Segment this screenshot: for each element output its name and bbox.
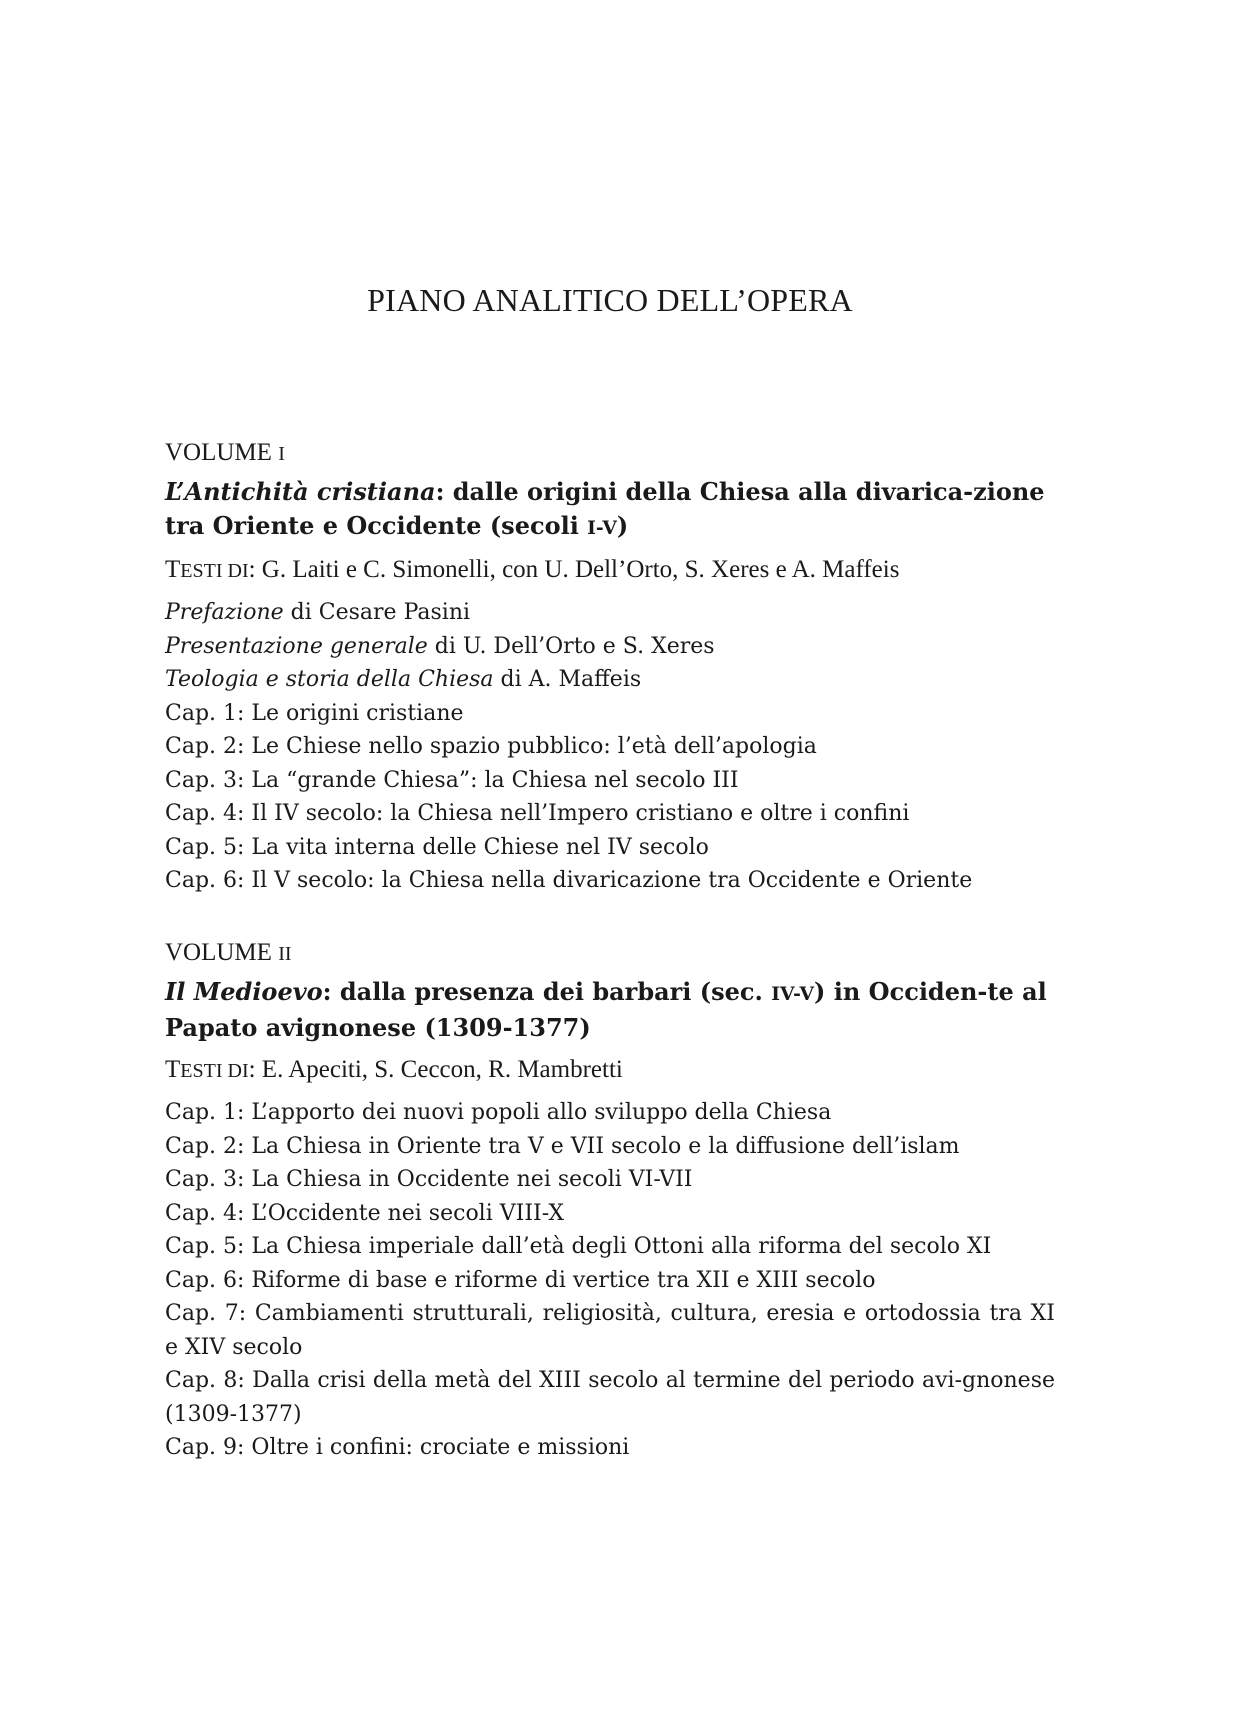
front-matter-title: Prefazione	[165, 600, 284, 625]
chapter-item: Cap. 1: L’apporto dei nuovi popoli allo sviluppo della Chiesa	[165, 1100, 832, 1125]
volume-authors	[165, 1053, 1055, 1088]
chapter-item: Cap. 4: L’Occidente nei secoli VIII-X	[165, 1200, 565, 1226]
front-matter-title: Presentazione generale	[165, 633, 428, 659]
authors-names: : G. Laiti e C. Simonelli, con U. Dell’Orto, S. Xeres e A. Maffeis	[248, 556, 900, 583]
chapter-item: Cap. 9: Oltre i confini: crociate e missioni	[165, 1435, 630, 1460]
volume-title-text: : dalla presenza dei barbari (sec.	[322, 977, 772, 1006]
front-matter-title: Teologia e storia della Chiesa	[165, 667, 494, 692]
volume-title-italic: L’Antichità cristiana	[165, 477, 436, 506]
front-matter-item	[165, 596, 1055, 630]
chapter-item: Cap. 7: Cambiamenti strutturali, religiosità, cultura, eresia e ortodossia tra XI e XIV secolo	[165, 1301, 1055, 1360]
volume-section-2	[165, 936, 1055, 1465]
volume-label	[165, 436, 1055, 471]
volume-title-italic: Il Medioevo	[165, 977, 323, 1006]
chapter-item: Cap. 6: Riforme di base e riforme di vertice tra XII e XIII secolo	[165, 1267, 876, 1293]
chapter-item: Cap. 2: La Chiesa in Oriente tra V e VII secolo e la diffusione dell’islam	[165, 1133, 960, 1159]
volume-title-text-end: ) in Occiden-te al Papato avignonese (1309-1377)	[165, 977, 1047, 1042]
chapter-item: Cap. 1: Le origini cristiane	[165, 700, 464, 726]
volume-authors	[165, 553, 1055, 588]
volume-title-numeral: IV-V	[771, 983, 815, 1005]
authors-prefix-initial: T	[165, 556, 181, 583]
chapter-item: Cap. 5: La Chiesa imperiale dall’età degli Ottoni alla riforma del secolo XI	[165, 1234, 992, 1259]
front-matter-author: di U. Dell’Orto e S. Xeres	[427, 633, 715, 659]
volume-title-numeral: I-V	[587, 517, 617, 539]
authors-prefix-initial: T	[165, 1056, 181, 1083]
chapter-item: Cap. 5: La vita interna delle Chiese nel IV secolo	[165, 834, 709, 860]
chapter-item: Cap. 8: Dalla crisi della metà del XIII secolo al termine del periodo avi-gnonese (1309-1377)	[165, 1368, 1055, 1427]
volume-label-prefix: VOLUME	[165, 439, 272, 466]
chapter-item: Cap. 2: Le Chiese nello spazio pubblico: l’età dell’apologia	[165, 734, 817, 759]
volume-label	[165, 936, 1055, 971]
authors-prefix-smallcaps: ESTI DI	[180, 560, 249, 582]
front-matter-author: di Cesare Pasini	[283, 600, 471, 625]
chapter-item: Cap. 3: La “grande Chiesa”: la Chiesa nel secolo III	[165, 767, 739, 793]
volume-label-numeral: I	[278, 443, 285, 465]
authors-names: : E. Apeciti, S. Ceccon, R. Mambretti	[248, 1056, 623, 1083]
chapter-item: Cap. 6: Il V secolo: la Chiesa nella divaricazione tra Occidente e Oriente	[165, 868, 973, 893]
volume-label-prefix: VOLUME	[165, 939, 272, 966]
volume-label-numeral: II	[278, 943, 292, 965]
chapter-item: Cap. 3: La Chiesa in Occidente nei secoli VI-VII	[165, 1167, 693, 1192]
volume-title	[165, 975, 1055, 1045]
front-matter-item	[165, 630, 1055, 664]
chapter-item: Cap. 4: Il IV secolo: la Chiesa nell’Impero cristiano e oltre i confini	[165, 801, 910, 826]
volume-title-text-end: )	[616, 511, 629, 540]
volume-section-1	[165, 436, 1055, 898]
volume-title-text: : dalle origini della Chiesa alla divarica-zione tra Oriente e Occidente (secoli	[165, 477, 1045, 540]
contents-list	[165, 1096, 1055, 1465]
page-title: PIANO ANALITICO DELL’OPERA	[367, 282, 853, 318]
volume-title	[165, 475, 1055, 545]
authors-prefix-smallcaps: ESTI DI	[180, 1060, 249, 1082]
front-matter-item	[165, 663, 1055, 697]
contents-list	[165, 596, 1055, 898]
front-matter-author: di A. Maffeis	[493, 667, 642, 692]
